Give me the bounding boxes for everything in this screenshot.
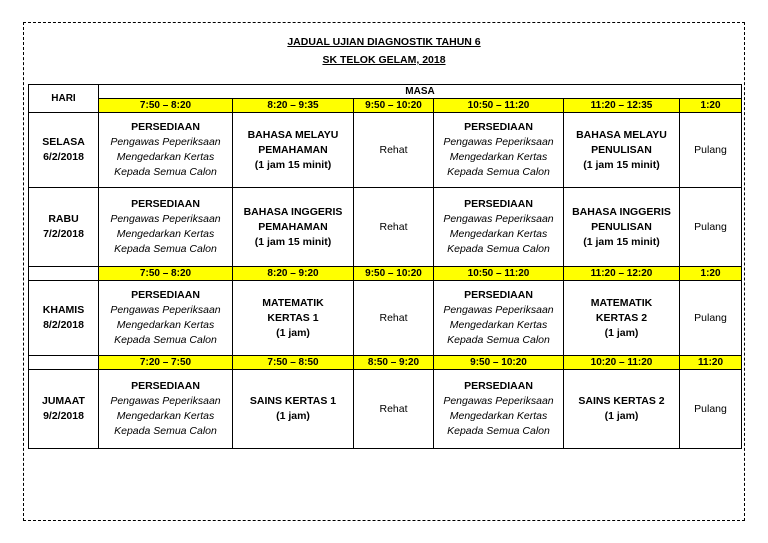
persediaan-cell: [99, 370, 233, 449]
time-row: [29, 356, 742, 370]
persediaan-title: PERSEDIAAN: [131, 380, 200, 392]
persediaan-line: Pengawas Peperiksaan: [443, 395, 554, 407]
document-title: JADUAL UJIAN DIAGNOSTIK TAHUN 6: [287, 36, 481, 48]
subject-line: (1 jam 15 minit): [254, 158, 332, 171]
subject-cell: [233, 113, 354, 188]
persediaan-line: Mengedarkan Kertas: [449, 151, 548, 163]
persediaan-line: Mengedarkan Kertas: [449, 319, 548, 331]
time-cell: 10:50 – 11:20: [434, 99, 564, 113]
subject-line: SAINS KERTAS 1: [249, 395, 337, 407]
persediaan-title: PERSEDIAAN: [464, 289, 533, 301]
persediaan-line: Mengedarkan Kertas: [116, 319, 215, 331]
persediaan-line: Kepada Semua Calon: [114, 425, 217, 437]
subject-line: PEMAHAMAN: [258, 220, 328, 233]
subject-line: PENULISAN: [591, 220, 652, 233]
day-row: [29, 281, 742, 356]
persediaan-cell: [99, 281, 233, 356]
day-row: [29, 370, 742, 449]
header-row: [29, 85, 742, 99]
day-cell: [29, 281, 99, 356]
day-date: 8/2/2018: [43, 319, 84, 331]
subject-line: (1 jam 15 minit): [254, 235, 332, 248]
persediaan-title: PERSEDIAAN: [464, 198, 533, 210]
persediaan-line: Kepada Semua Calon: [114, 166, 217, 178]
rehat-cell: Rehat: [354, 370, 434, 449]
subject-cell: [233, 370, 354, 449]
persediaan-title: PERSEDIAAN: [464, 121, 533, 133]
subject-line: (1 jam 15 minit): [583, 158, 660, 171]
persediaan-cell: [99, 188, 233, 267]
subject-line: BAHASA MELAYU: [247, 128, 339, 141]
persediaan-cell: [99, 113, 233, 188]
time-cell: 10:50 – 11:20: [434, 267, 564, 281]
persediaan-title: PERSEDIAAN: [131, 198, 200, 210]
persediaan-line: Pengawas Peperiksaan: [110, 136, 221, 148]
day-cell: [29, 370, 99, 449]
persediaan-line: Mengedarkan Kertas: [116, 228, 215, 240]
subject-line: (1 jam): [604, 410, 639, 422]
subject-cell: [564, 370, 680, 449]
time-cell: 11:20 – 12:20: [564, 267, 680, 281]
subject-line: (1 jam 15 minit): [583, 235, 660, 248]
time-row: [29, 267, 742, 281]
day-row: [29, 188, 742, 267]
subject-line: BAHASA INGGERIS: [572, 205, 671, 218]
persediaan-line: Pengawas Peperiksaan: [443, 304, 554, 316]
header-masa: MASA: [99, 85, 742, 99]
persediaan-line: Kepada Semua Calon: [114, 243, 217, 255]
time-row: [29, 99, 742, 113]
pulang-cell: Pulang: [680, 188, 742, 267]
subject-line: SAINS KERTAS 2: [578, 395, 665, 407]
subject-cell: [233, 281, 354, 356]
day-name: KHAMIS: [42, 304, 85, 316]
time-cell: 7:50 – 8:50: [233, 356, 354, 370]
time-cell: 7:50 – 8:20: [99, 267, 233, 281]
subject-line: MATEMATIK: [590, 296, 653, 309]
day-row: [29, 113, 742, 188]
rehat-cell: Rehat: [354, 281, 434, 356]
subject-line: BAHASA INGGERIS: [243, 205, 343, 218]
persediaan-line: Pengawas Peperiksaan: [110, 304, 221, 316]
time-cell: 11:20: [680, 356, 742, 370]
persediaan-line: Mengedarkan Kertas: [449, 410, 548, 422]
time-cell: 8:50 – 9:20: [354, 356, 434, 370]
time-cell: 1:20: [680, 99, 742, 113]
subject-cell: [564, 188, 680, 267]
persediaan-title: PERSEDIAAN: [131, 289, 200, 301]
day-date: 6/2/2018: [43, 151, 84, 163]
persediaan-line: Pengawas Peperiksaan: [443, 136, 554, 148]
persediaan-line: Kepada Semua Calon: [447, 166, 550, 178]
subject-line: (1 jam): [604, 326, 639, 339]
persediaan-cell: [434, 370, 564, 449]
header-hari: HARI: [29, 85, 99, 113]
subject-line: (1 jam): [276, 326, 310, 339]
persediaan-line: Kepada Semua Calon: [114, 334, 217, 346]
pulang-cell: Pulang: [680, 370, 742, 449]
subject-line: (1 jam): [276, 410, 310, 422]
persediaan-cell: [434, 281, 564, 356]
day-name: SELASA: [42, 136, 85, 148]
day-cell: [29, 113, 99, 188]
subject-line: PENULISAN: [591, 143, 652, 156]
time-cell: 1:20: [680, 267, 742, 281]
subject-cell: [233, 188, 354, 267]
time-cell: 9:50 – 10:20: [434, 356, 564, 370]
persediaan-cell: [434, 188, 564, 267]
rehat-cell: Rehat: [354, 188, 434, 267]
subject-line: KERTAS 1: [267, 311, 319, 324]
document-subtitle: SK TELOK GELAM, 2018: [322, 54, 446, 66]
persediaan-line: Pengawas Peperiksaan: [443, 213, 554, 225]
time-cell: 8:20 – 9:20: [233, 267, 354, 281]
persediaan-line: Mengedarkan Kertas: [116, 151, 215, 163]
day-date: 9/2/2018: [43, 410, 84, 422]
day-name: RABU: [48, 213, 79, 225]
subject-line: PEMAHAMAN: [258, 143, 328, 156]
persediaan-line: Mengedarkan Kertas: [449, 228, 548, 240]
rehat-cell: Rehat: [354, 113, 434, 188]
persediaan-title: PERSEDIAAN: [131, 121, 200, 133]
time-cell: 11:20 – 12:35: [564, 99, 680, 113]
schedule-table: [28, 84, 742, 449]
persediaan-title: PERSEDIAAN: [464, 380, 533, 392]
persediaan-line: Mengedarkan Kertas: [116, 410, 215, 422]
day-name: JUMAAT: [42, 395, 85, 407]
subject-line: KERTAS 2: [595, 311, 648, 324]
time-cell: 7:20 – 7:50: [99, 356, 233, 370]
persediaan-line: Kepada Semua Calon: [447, 243, 550, 255]
day-date: 7/2/2018: [43, 228, 84, 240]
persediaan-cell: [434, 113, 564, 188]
subject-line: BAHASA MELAYU: [576, 128, 667, 141]
time-cell: 7:50 – 8:20: [99, 99, 233, 113]
persediaan-line: Pengawas Peperiksaan: [110, 213, 221, 225]
subject-cell: [564, 113, 680, 188]
time-cell: 9:50 – 10:20: [354, 99, 434, 113]
time-cell: 10:20 – 11:20: [564, 356, 680, 370]
pulang-cell: Pulang: [680, 281, 742, 356]
time-row-spacer: [29, 356, 99, 370]
subject-cell: [564, 281, 680, 356]
persediaan-line: Pengawas Peperiksaan: [110, 395, 221, 407]
persediaan-line: Kepada Semua Calon: [447, 334, 550, 346]
time-cell: 9:50 – 10:20: [354, 267, 434, 281]
time-row-spacer: [29, 267, 99, 281]
subject-line: MATEMATIK: [262, 296, 324, 309]
pulang-cell: Pulang: [680, 113, 742, 188]
day-cell: [29, 188, 99, 267]
persediaan-line: Kepada Semua Calon: [447, 425, 550, 437]
time-cell: 8:20 – 9:35: [233, 99, 354, 113]
